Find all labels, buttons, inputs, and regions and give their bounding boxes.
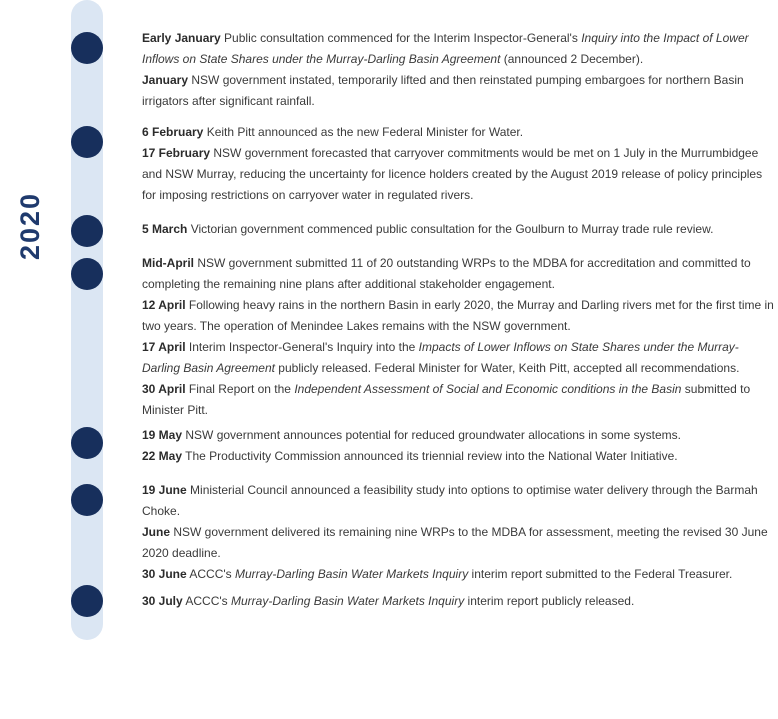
entry-date: 6 February — [142, 125, 204, 139]
entry-text: NSW government submitted 11 of 20 outstanding WRPs to the MDBA for accreditation and committed to completing the remaining nine plans after additional stakeholder engagement. — [142, 256, 751, 291]
timeline-dot — [71, 427, 103, 459]
timeline-entry — [142, 337, 774, 379]
entry-date: 30 June — [142, 567, 187, 581]
entry-text: submitted to Minister Pitt. — [142, 382, 751, 417]
entry-date: 17 February — [142, 146, 211, 160]
entry-text: Interim Inspector-General's Inquiry into the — [185, 340, 419, 354]
entry-text: Victorian government commenced public consultation for the Goulburn to Murray trade rule review. — [187, 222, 714, 236]
timeline-group — [142, 591, 774, 612]
entry-text: (announced 2 December). — [500, 52, 644, 66]
entry-date: 5 March — [142, 222, 188, 236]
year-label: 2020 — [15, 191, 45, 260]
timeline-entry — [142, 70, 774, 112]
timeline-entry — [142, 295, 774, 337]
entry-text: Ministerial Council announced a feasibility study into options to optimise water delivery through the Barmah Choke. — [142, 483, 758, 518]
timeline-track — [71, 0, 103, 640]
timeline-group — [142, 219, 774, 240]
timeline-group — [142, 425, 774, 467]
entry-text: NSW government forecasted that carryover commitments would be met on 1 July in the Murrumbidgee and NSW Murray, reducing the uncertainty for licence holders created by the August 2019 release of policy principles for imposing restrictions on carryover water in regulated rivers. — [142, 146, 763, 202]
timeline-entry — [142, 480, 774, 522]
timeline-group — [142, 253, 774, 421]
timeline-entry — [142, 591, 774, 612]
entry-title-italic: Independent Assessment of Social and Economic conditions in the Basin — [294, 382, 682, 396]
entry-date: 12 April — [142, 298, 186, 312]
entry-title-italic: Inquiry into the Impact of Lower Inflows on State Shares under the Murray-Darling Basin Agreement — [142, 31, 749, 66]
entry-text: interim report submitted to the Federal Treasurer. — [468, 567, 733, 581]
entry-date: 30 April — [142, 382, 186, 396]
entry-date: Early January — [142, 31, 221, 45]
entry-text: interim report publicly released. — [464, 594, 635, 608]
entry-text: NSW government announces potential for reduced groundwater allocations in some systems. — [182, 428, 681, 442]
entry-date: June — [142, 525, 171, 539]
entry-date: 30 July — [142, 594, 183, 608]
entry-text: ACCC's — [186, 567, 236, 581]
entry-date: 19 May — [142, 428, 183, 442]
timeline-entry — [142, 219, 774, 240]
entry-text: Final Report on the — [185, 382, 295, 396]
entry-text: ACCC's — [182, 594, 232, 608]
timeline-dot — [71, 484, 103, 516]
timeline-group — [142, 28, 774, 112]
timeline-entry — [142, 143, 774, 206]
timeline-dot — [71, 258, 103, 290]
timeline-entry — [142, 253, 774, 295]
timeline-group — [142, 122, 774, 206]
timeline-dot — [71, 585, 103, 617]
timeline-entry — [142, 28, 774, 70]
timeline-entry — [142, 379, 774, 421]
entry-text: Keith Pitt announced as the new Federal Minister for Water. — [203, 125, 524, 139]
entry-date: 22 May — [142, 449, 183, 463]
entry-date: 17 April — [142, 340, 186, 354]
entry-title-italic: Impacts of Lower Inflows on State Shares under the Murray-Darling Basin Agreement — [142, 340, 739, 375]
timeline-dot — [71, 126, 103, 158]
timeline-group — [142, 480, 774, 585]
entry-text: NSW government delivered its remaining nine WRPs to the MDBA for assessment, meeting the revised 30 June 2020 deadline. — [142, 525, 768, 560]
entry-date: 19 June — [142, 483, 187, 497]
timeline-dot — [71, 215, 103, 247]
timeline-entry — [142, 564, 774, 585]
timeline-entry — [142, 122, 774, 143]
timeline-entry — [142, 446, 774, 467]
entry-title-italic: Murray-Darling Basin Water Markets Inquiry — [235, 567, 469, 581]
entry-text: The Productivity Commission announced its triennial review into the National Water Initiative. — [182, 449, 678, 463]
entry-text: Following heavy rains in the northern Basin in early 2020, the Murray and Darling rivers met for the first time in two years. The operation of Menindee Lakes remains with the NSW government. — [142, 298, 774, 333]
entry-text: Public consultation commenced for the Interim Inspector-General's — [220, 31, 582, 45]
entry-date: Mid-April — [142, 256, 194, 270]
entry-title-italic: Murray-Darling Basin Water Markets Inquiry — [231, 594, 465, 608]
timeline-dot — [71, 32, 103, 64]
timeline-entry — [142, 522, 774, 564]
entry-date: January — [142, 73, 189, 87]
entry-text: NSW government instated, temporarily lifted and then reinstated pumping embargoes for northern Basin irrigators after significant rainfall. — [142, 73, 744, 108]
timeline-entry — [142, 425, 774, 446]
entry-text: publicly released. Federal Minister for Water, Keith Pitt, accepted all recommendations. — [274, 361, 740, 375]
